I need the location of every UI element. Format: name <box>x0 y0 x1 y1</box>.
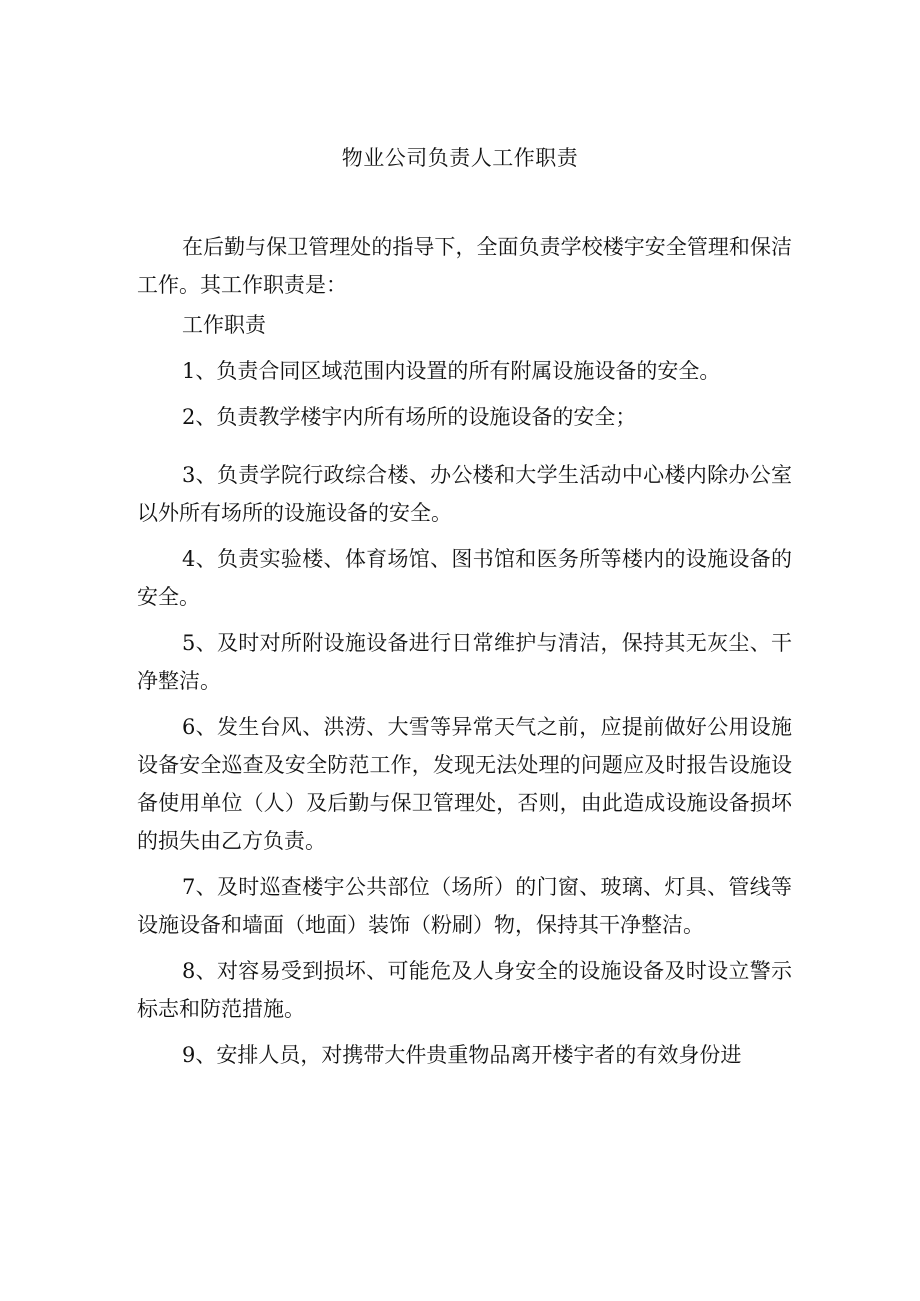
duty-item-3: 3、负责学院行政综合楼、办公楼和大学生活动中心楼内除办公室以外所有场所的设施设备的安全。 <box>137 463 792 525</box>
duty-item-1: 1、负责合同区域范围内设置的所有附属设施设备的安全。 <box>182 359 721 383</box>
duty-item-4: 4、负责实验楼、体育场馆、图书馆和医务所等楼内的设施设备的安全。 <box>137 547 792 609</box>
duty-item-8: 8、对容易受到损坏、可能危及人身安全的设施设备及时设立警示标志和防范措施。 <box>137 959 792 1021</box>
duty-item-9: 9、安排人员，对携带大件贵重物品离开楼宇者的有效身份进 <box>182 1043 742 1067</box>
intro-paragraph: 在后勤与保卫管理处的指导下，全面负责学校楼宇安全管理和保洁工作。其工作职责是： <box>137 235 792 297</box>
duty-item-6: 6、发生台风、洪涝、大雪等异常天气之前，应提前做好公用设施设备安全巡查及安全防范工作，发现无法处理的问题应及时报告设施设备使用单位（人）及后勤与保卫管理处，否则，由此造成设施设备损坏的损失由乙方负责。 <box>137 715 792 853</box>
document-body <box>137 228 792 1074</box>
duty-item-5: 5、及时对所附设施设备进行日常维护与清洁，保持其无灰尘、干净整洁。 <box>137 631 792 693</box>
document-title: 物业公司负责人工作职责 <box>341 146 579 170</box>
section-heading: 工作职责 <box>182 313 266 337</box>
duty-item-2: 2、负责教学楼宇内所有场所的设施设备的安全； <box>182 405 637 429</box>
duty-item-7: 7、及时巡查楼宇公共部位（场所）的门窗、玻璃、灯具、管线等设施设备和墙面（地面）装饰（粉刷）物，保持其干净整洁。 <box>137 875 792 937</box>
